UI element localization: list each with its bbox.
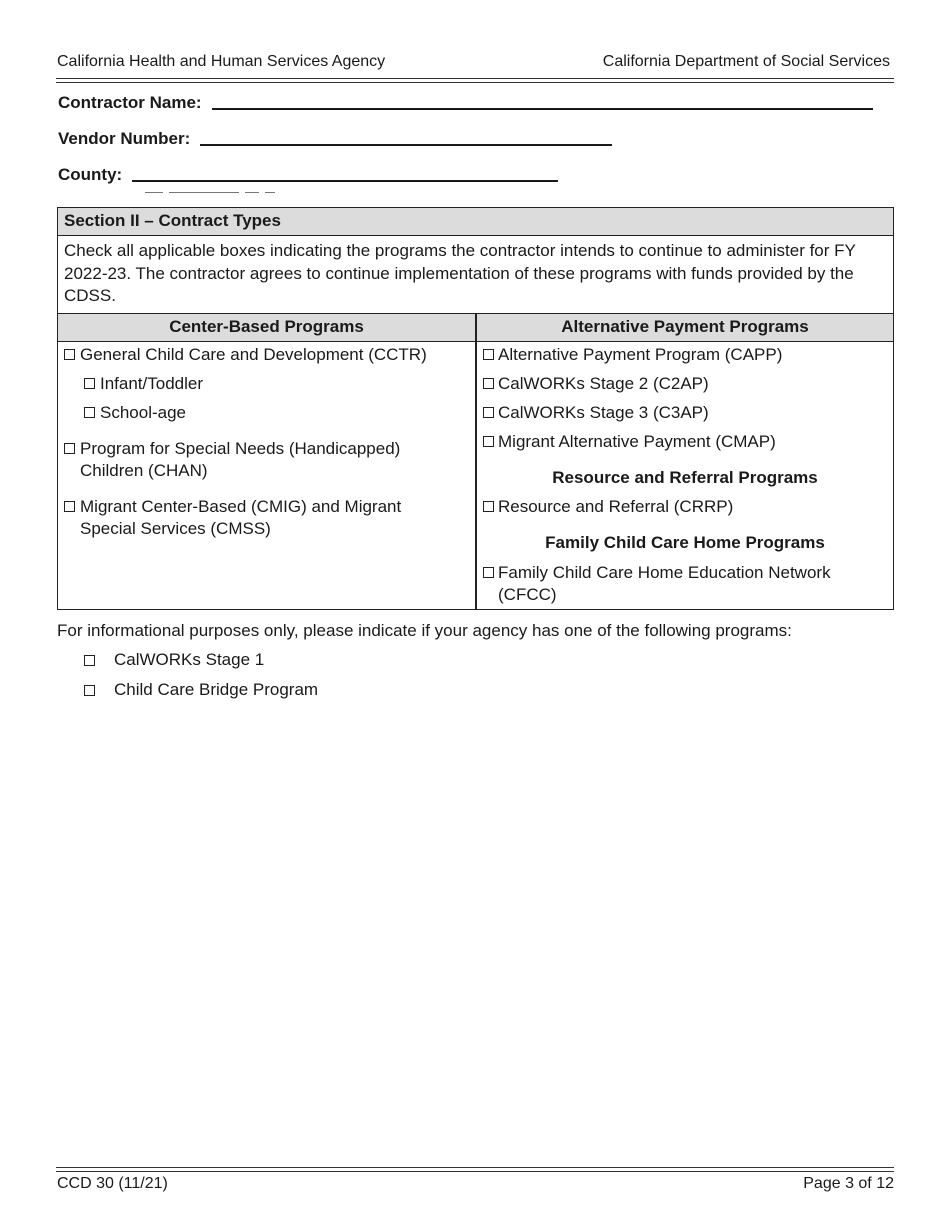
contract-types-table [57, 207, 894, 610]
program-item-chan[interactable] [64, 438, 454, 496]
vendor-number-field[interactable] [58, 129, 612, 149]
program-item-c3ap[interactable] [483, 402, 887, 431]
info-item-calworks-stage-1[interactable] [84, 650, 264, 670]
section-description: Check all applicable boxes indicating the programs the contractor intends to continue to administer for FY 2022-23. The contractor agrees to continue implementation of these programs with funds provided by the CDSS. [58, 236, 894, 314]
program-item-crrp[interactable] [483, 496, 887, 532]
program-item-capp[interactable] [483, 344, 887, 373]
checkbox[interactable] [483, 436, 494, 447]
info-item-label: CalWORKs Stage 1 [114, 650, 265, 669]
header-agency: California Health and Human Services Agency [57, 53, 386, 70]
county-field[interactable] [58, 165, 558, 185]
contractor-name-label: Contractor Name: [58, 93, 202, 112]
resource-referral-header: Resource and Referral Programs [552, 467, 818, 487]
checkbox[interactable] [483, 567, 494, 578]
section-title: Section II – Contract Types [58, 208, 894, 236]
header-divider-double [56, 82, 894, 83]
program-item-cctr[interactable] [64, 344, 469, 373]
info-item-child-care-bridge[interactable] [84, 680, 318, 700]
program-label: Alternative Payment Program (CAPP) [498, 344, 783, 364]
center-based-column [58, 341, 477, 609]
header-department: California Department of Social Services [602, 53, 890, 70]
page-number: Page 3 of 12 [803, 1175, 894, 1192]
info-item-label: Child Care Bridge Program [114, 680, 319, 699]
program-item-school-age[interactable] [64, 402, 469, 438]
checkbox[interactable] [483, 407, 494, 418]
checkbox[interactable] [84, 685, 95, 696]
checkbox[interactable] [64, 349, 75, 360]
program-label: Program for Special Needs (Handicapped) Children (CHAN) [80, 438, 401, 480]
program-item-cfcc[interactable] [483, 562, 883, 607]
family-child-care-header: Family Child Care Home Programs [545, 532, 825, 552]
informational-note: For informational purposes only, please indicate if your agency has one of the following programs: [57, 621, 792, 640]
program-label: School-age [100, 402, 187, 422]
program-label: General Child Care and Development (CCTR) [80, 344, 427, 364]
program-label: Migrant Center-Based (CMIG) and Migrant Special Services (CMSS) [80, 496, 402, 538]
program-label: CalWORKs Stage 3 (C3AP) [498, 402, 709, 422]
footer-divider [56, 1167, 894, 1168]
center-based-header: Center-Based Programs [58, 313, 477, 341]
checkbox[interactable] [64, 443, 75, 454]
program-item-cmap[interactable] [483, 431, 887, 467]
alternative-payment-column [476, 341, 894, 609]
footer-divider-double [56, 1171, 894, 1172]
county-input-line[interactable] [132, 179, 558, 182]
program-label: Resource and Referral (CRRP) [498, 496, 734, 516]
alternative-payment-header: Alternative Payment Programs [476, 313, 894, 341]
program-label: CalWORKs Stage 2 (C2AP) [498, 373, 709, 393]
program-label: Migrant Alternative Payment (CMAP) [498, 431, 776, 451]
checkbox[interactable] [483, 378, 494, 389]
checkbox[interactable] [84, 407, 95, 418]
scan-artifact [145, 190, 280, 196]
contractor-name-field[interactable] [58, 93, 873, 113]
program-item-infant-toddler[interactable] [64, 373, 469, 402]
program-label: Family Child Care Home Education Network (CFCC) [498, 562, 831, 604]
checkbox[interactable] [483, 349, 494, 360]
vendor-number-input-line[interactable] [200, 143, 612, 146]
header-divider [56, 78, 894, 79]
program-item-cmig[interactable] [64, 496, 454, 541]
checkbox[interactable] [84, 655, 95, 666]
checkbox[interactable] [64, 501, 75, 512]
form-number: CCD 30 (11/21) [57, 1175, 168, 1192]
program-label: Infant/Toddler [100, 373, 204, 393]
county-label: County: [58, 165, 123, 184]
checkbox[interactable] [483, 501, 494, 512]
contractor-name-input-line[interactable] [212, 107, 873, 110]
program-item-c2ap[interactable] [483, 373, 887, 402]
checkbox[interactable] [84, 378, 95, 389]
vendor-number-label: Vendor Number: [58, 129, 191, 148]
